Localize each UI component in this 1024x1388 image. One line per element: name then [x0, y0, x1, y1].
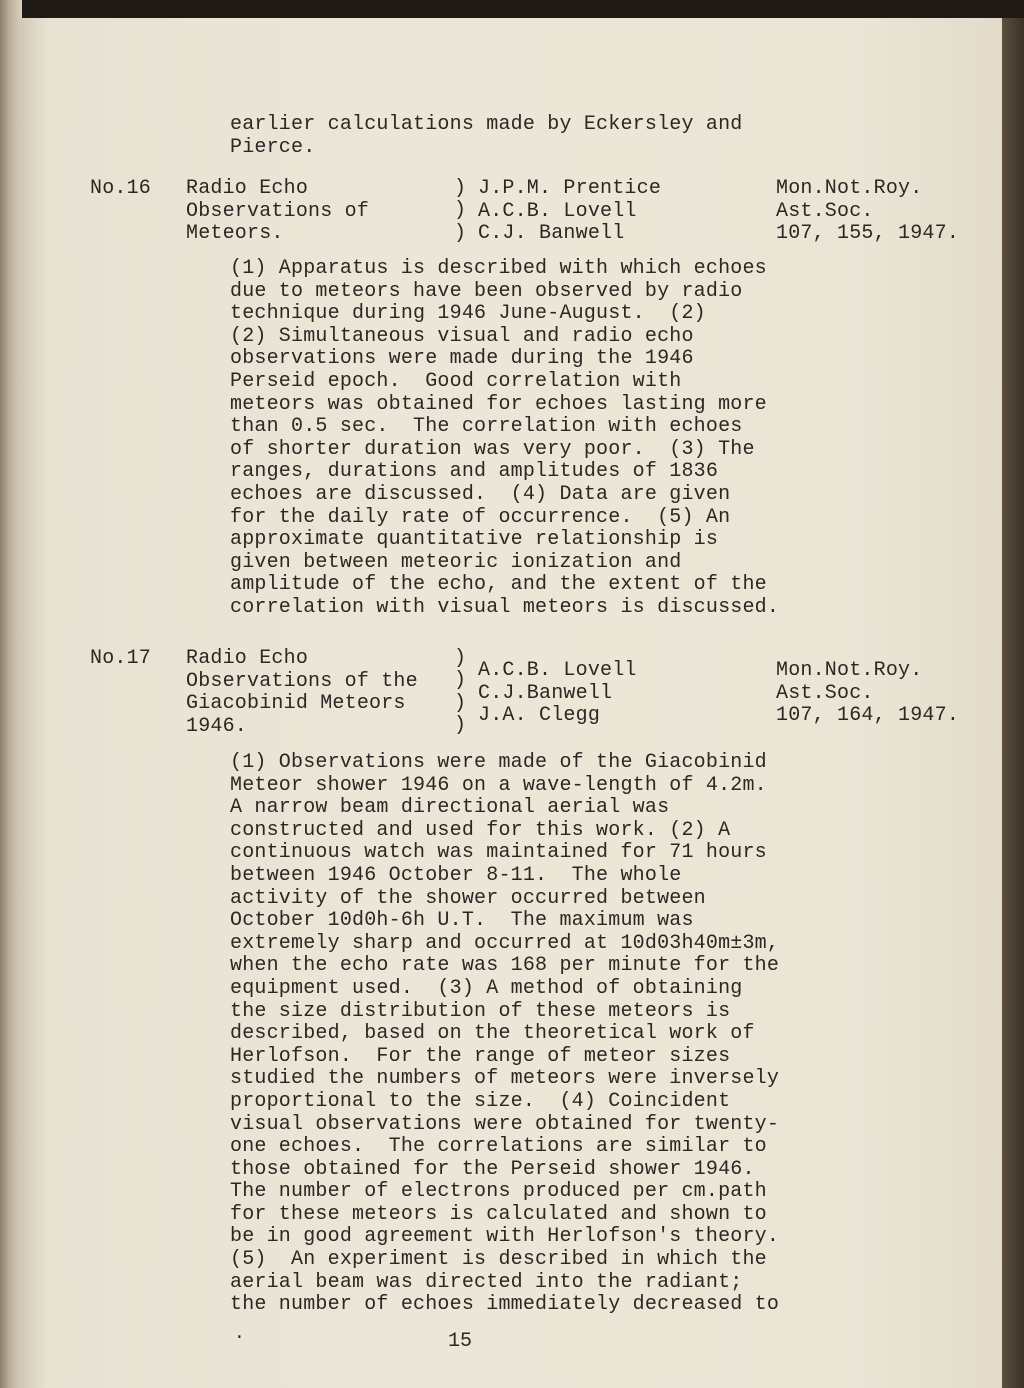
title-line: Radio Echo: [186, 647, 309, 670]
journal-line: Ast.Soc.: [776, 199, 874, 223]
author: J.P.M. Prentice: [478, 177, 662, 200]
abstract-line: described, based on the theoretical work of: [230, 1022, 755, 1046]
bracket-column: ) ) ) ): [454, 647, 467, 738]
entry-authors: [478, 660, 637, 728]
abstract-line: echoes are discussed. (4) Data are given: [230, 482, 731, 506]
journal-line: Mon.Not.Roy.: [776, 659, 923, 682]
title-line: Observations of: [186, 199, 370, 223]
entry-title: [186, 648, 418, 738]
journal-line: Mon.Not.Roy.: [776, 177, 923, 200]
author: A.C.B. Lovell: [478, 659, 637, 682]
abstract-line: amplitude of the echo, and the extent of the: [230, 573, 767, 597]
abstract-line: A narrow beam directional aerial was: [230, 796, 670, 820]
abstract-line: given between meteoric ionization and: [230, 550, 682, 574]
abstract-line: for the daily rate of occurrence. (5) An: [230, 505, 731, 529]
abstract-line: meteors was obtained for echoes lasting more: [230, 392, 767, 416]
author: A.C.B. Lovell: [478, 199, 637, 223]
abstract-line: be in good agreement with Herlofson's theory.: [230, 1225, 780, 1249]
intro-text: [230, 114, 742, 159]
abstract-line: (2) Simultaneous visual and radio echo: [230, 324, 694, 348]
page: [18, 18, 1004, 1388]
abstract-line: (1) Observations were made of the Giacobinid: [230, 751, 767, 774]
abstract-line: constructed and used for this work. (2) A: [230, 818, 731, 842]
abstract-line: between 1946 October 8-11. The whole: [230, 863, 682, 887]
abstract-line: correlation with visual meteors is discussed.: [230, 595, 780, 619]
abstract-line: than 0.5 sec. The correlation with echoes: [230, 415, 743, 439]
entry-number: No.17: [90, 647, 152, 670]
title-line: Giacobinid Meteors: [186, 692, 406, 716]
intro-line: earlier calculations made by Eckersley and: [230, 113, 743, 136]
abstract-line: approximate quantitative relationship is: [230, 528, 719, 552]
footer-mark: .: [234, 1324, 245, 1344]
bracket-column: ) ) ): [454, 177, 467, 245]
title-line: Meteors.: [186, 222, 284, 246]
abstract-line: Herlofson. For the range of meteor sizes: [230, 1044, 731, 1068]
abstract-line: visual observations were obtained for twenty-: [230, 1112, 780, 1136]
title-line: Observations of the: [186, 669, 418, 693]
abstract-line: Perseid epoch. Good correlation with: [230, 369, 682, 393]
entry-journal: [776, 178, 959, 246]
abstract-line: aerial beam was directed into the radiant;: [230, 1270, 743, 1294]
journal-line: 107, 164, 1947.: [776, 704, 960, 728]
abstract-line: proportional to the size. (4) Coincident: [230, 1089, 731, 1113]
author: C.J.Banwell: [478, 681, 613, 705]
abstract-line: observations were made during the 1946: [230, 347, 694, 371]
entry-abstract: [230, 752, 779, 1317]
abstract-line: for these meteors is calculated and shown to: [230, 1202, 767, 1226]
abstract-line: (5) An experiment is described in which the: [230, 1248, 767, 1272]
entry-abstract: [230, 258, 779, 620]
abstract-line: when the echo rate was 168 per minute for the: [230, 954, 780, 978]
abstract-line: technique during 1946 June-August. (2): [230, 302, 706, 326]
entry-number: No.16: [90, 177, 152, 200]
title-line: Radio Echo: [186, 177, 309, 200]
abstract-line: activity of the shower occurred between: [230, 886, 706, 910]
abstract-line: continuous watch was maintained for 71 hours: [230, 841, 767, 865]
abstract-line: those obtained for the Perseid shower 1946.: [230, 1157, 755, 1181]
intro-line: Pierce.: [230, 135, 316, 159]
abstract-line: one echoes. The correlations are similar to: [230, 1135, 767, 1159]
right-page-edge: [1002, 18, 1024, 1388]
journal-line: 107, 155, 1947.: [776, 222, 960, 246]
abstract-line: (1) Apparatus is described with which echoes: [230, 257, 767, 280]
abstract-line: equipment used. (3) A method of obtaining: [230, 976, 743, 1000]
entry-title: [186, 178, 369, 246]
abstract-line: Meteor shower 1946 on a wave-length of 4.2m.: [230, 773, 767, 797]
abstract-line: The number of electrons produced per cm.path: [230, 1180, 767, 1204]
page-number: 15: [448, 1330, 473, 1353]
abstract-line: of shorter duration was very poor. (3) The: [230, 437, 755, 461]
abstract-line: ranges, durations and amplitudes of 1836: [230, 460, 719, 484]
abstract-line: the number of echoes immediately decreased to: [230, 1293, 780, 1317]
author: J.A. Clegg: [478, 704, 601, 728]
entry-authors: [478, 178, 661, 246]
journal-line: Ast.Soc.: [776, 681, 874, 705]
abstract-line: due to meteors have been observed by radio: [230, 279, 743, 303]
abstract-line: the size distribution of these meteors is: [230, 999, 731, 1023]
abstract-line: October 10d0h-6h U.T. The maximum was: [230, 909, 694, 933]
entry-journal: [776, 660, 959, 728]
abstract-line: extremely sharp and occurred at 10d03h40m±3m,: [230, 931, 780, 955]
abstract-line: studied the numbers of meteors were inversely: [230, 1067, 780, 1091]
author: C.J. Banwell: [478, 222, 625, 246]
title-line: 1946.: [186, 714, 248, 738]
